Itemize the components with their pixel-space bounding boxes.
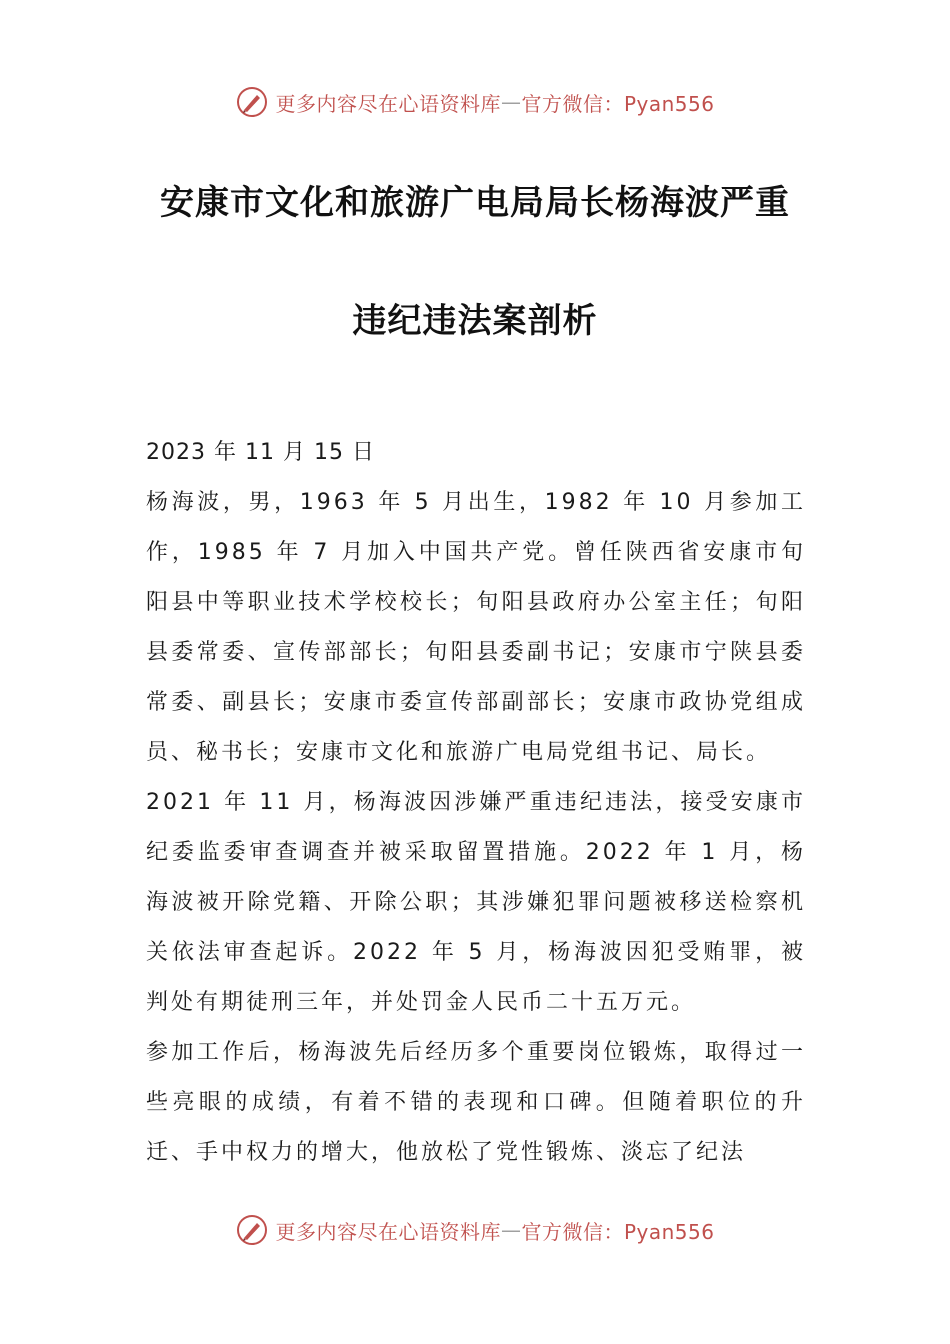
watermark-contact: 官方微信：Pyan556	[521, 91, 715, 116]
pen-logo-icon	[235, 1213, 269, 1247]
watermark-dash: —	[500, 90, 522, 114]
article-date: 2023 年 11 月 15 日	[146, 440, 375, 465]
watermark-contact: 官方微信：Pyan556	[521, 1219, 715, 1244]
paragraph-3: 参加工作后，杨海波先后经历多个重要岗位锻炼，取得过一些亮眼的成绩，有着不错的表现和口碑。但随着职位的升迁、手中权力的增大，他放松了党性锻炼、淡忘了纪法	[146, 1040, 806, 1165]
watermark-footer	[0, 1210, 950, 1250]
page-title-line-1: 安康市文化和旅游广电局局长杨海波严重	[160, 183, 790, 223]
watermark-dash: —	[500, 1218, 522, 1242]
paragraph-2: 2021 年 11 月，杨海波因涉嫌严重违纪违法，接受安康市纪委监委审查调查并被采取留置措施。2022 年 1 月，杨海波被开除党籍、开除公职；其涉嫌犯罪问题被移送检察机关依法审查起诉。2022 年 5 月，杨海波因犯受贿罪，被判处有期徒刑三年，并处罚金人民币二十五万元。	[146, 790, 806, 1015]
watermark-text: 更多内容尽在心语资料库	[275, 91, 501, 116]
pen-logo-icon	[235, 85, 269, 119]
paragraph-1: 杨海波，男，1963 年 5 月出生，1982 年 10 月参加工作，1985 年 7 月加入中国共产党。曾任陕西省安康市旬阳县中等职业技术学校校长；旬阳县政府办公室主任；旬阳县委常委、宣传部部长；旬阳县委副书记；安康市宁陕县委常委、副县长；安康市委宣传部副部长；安康市政协党组成员、秘书长；安康市文化和旅游广电局党组书记、局长。	[146, 490, 806, 765]
page-title-line-2: 违纪违法案剖析	[352, 301, 598, 341]
article-body	[146, 428, 806, 1178]
watermark-text: 更多内容尽在心语资料库	[275, 1219, 501, 1244]
watermark-header	[0, 82, 950, 122]
